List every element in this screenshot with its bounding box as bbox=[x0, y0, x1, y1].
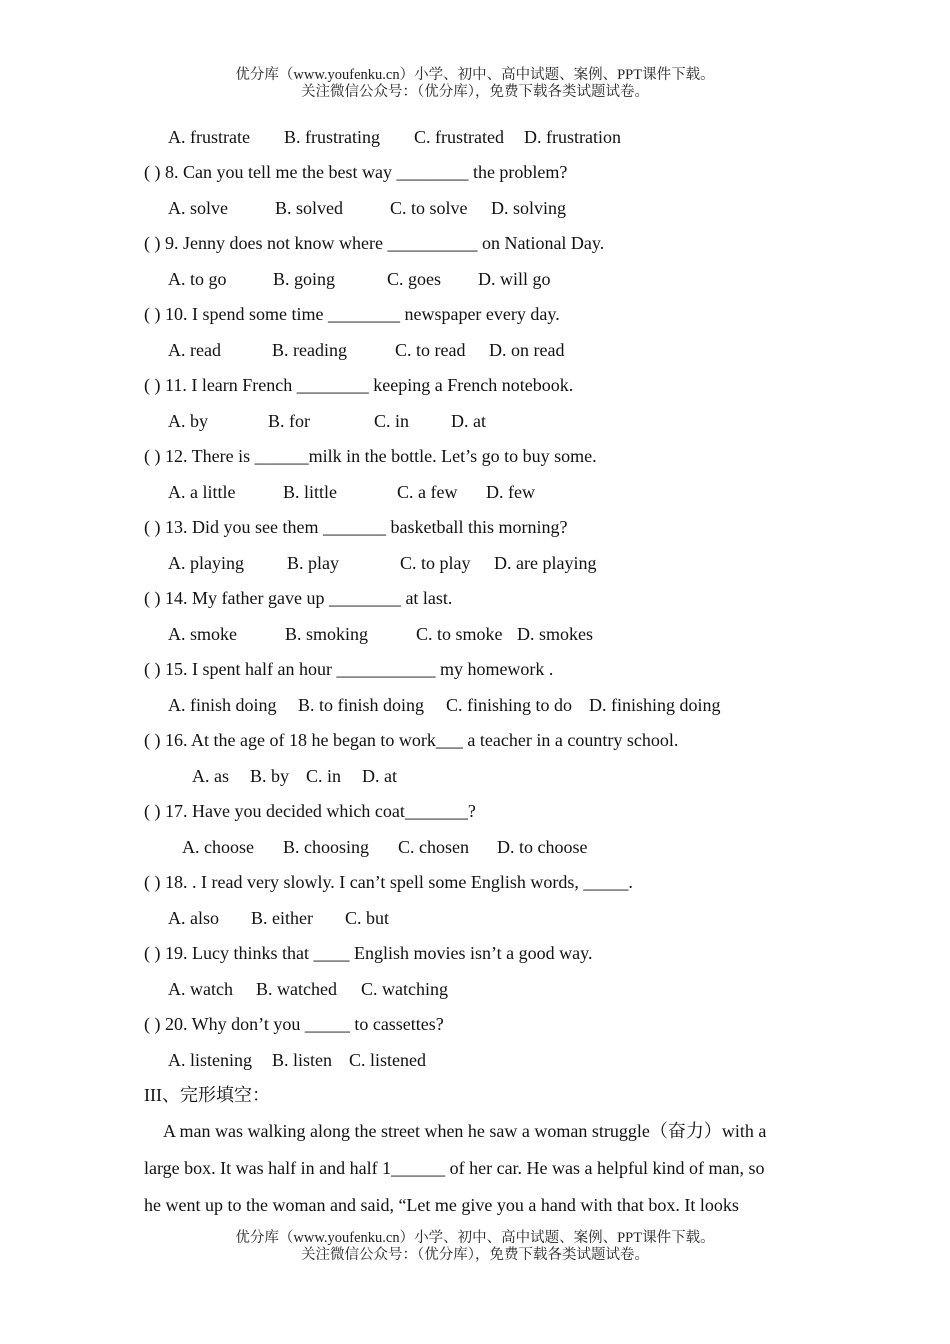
q8-option-d: D. solving bbox=[491, 198, 567, 218]
q7-option-b: B. frustrating bbox=[284, 127, 380, 147]
header-line-1: 优分库（www.youfenku.cn）小学、初中、高中试题、案例、PPT课件下载。 bbox=[235, 67, 715, 83]
q7-option-a: A. frustrate bbox=[168, 127, 250, 147]
page-header bbox=[0, 67, 950, 101]
q10-stem: ( ) 10. I spend some time ________ newspaper every day. bbox=[144, 304, 560, 324]
q17-option-d: D. to choose bbox=[497, 837, 588, 857]
q8-option-b: B. solved bbox=[275, 198, 344, 218]
q19-option-a: A. watch bbox=[168, 979, 233, 999]
q12-option-a: A. a little bbox=[168, 482, 236, 502]
q20-stem: ( ) 20. Why don’t you _____ to cassettes? bbox=[144, 1014, 444, 1034]
q8-option-a: A. solve bbox=[168, 198, 228, 218]
q17-option-c: C. chosen bbox=[398, 837, 469, 857]
q20-option-a: A. listening bbox=[168, 1050, 252, 1070]
q13-option-c: C. to play bbox=[400, 553, 471, 573]
q18-option-a: A. also bbox=[168, 908, 219, 928]
q12-stem: ( ) 12. There is ______milk in the bottle. Let’s go to buy some. bbox=[144, 446, 597, 466]
q14-option-c: C. to smoke bbox=[416, 624, 503, 644]
q18-option-b: B. either bbox=[251, 908, 313, 928]
q19-stem: ( ) 19. Lucy thinks that ____ English movies isn’t a good way. bbox=[144, 943, 593, 963]
q14-option-b: B. smoking bbox=[285, 624, 369, 644]
q7-option-d: D. frustration bbox=[524, 127, 621, 147]
q9-option-c: C. goes bbox=[387, 269, 441, 289]
q16-option-c: C. in bbox=[306, 766, 342, 786]
q11-option-d: D. at bbox=[451, 411, 486, 431]
q9-option-d: D. will go bbox=[478, 269, 551, 289]
passage-line-1: A man was walking along the street when he saw a woman struggle（奋力）with a bbox=[163, 1121, 767, 1141]
q20-option-b: B. listen bbox=[272, 1050, 333, 1070]
q10-option-a: A. read bbox=[168, 340, 221, 360]
q17-option-a: A. choose bbox=[182, 837, 254, 857]
q10-option-b: B. reading bbox=[272, 340, 347, 360]
passage-line-3: he went up to the woman and said, “Let me give you a hand with that box. It looks bbox=[144, 1195, 739, 1215]
q16-option-d: D. at bbox=[362, 766, 397, 786]
q8-stem: ( ) 8. Can you tell me the best way ________ the problem? bbox=[144, 162, 568, 182]
q14-option-a: A. smoke bbox=[168, 624, 237, 644]
q13-option-b: B. play bbox=[287, 553, 339, 573]
q17-stem: ( ) 17. Have you decided which coat_______? bbox=[144, 801, 476, 821]
q9-option-a: A. to go bbox=[168, 269, 227, 289]
q15-stem: ( ) 15. I spent half an hour ___________ my homework . bbox=[144, 659, 554, 679]
q9-option-b: B. going bbox=[273, 269, 336, 289]
q11-option-b: B. for bbox=[268, 411, 310, 431]
q11-option-a: A. by bbox=[168, 411, 208, 431]
q16-option-a: A. as bbox=[192, 766, 229, 786]
q16-option-b: B. by bbox=[250, 766, 290, 786]
q13-stem: ( ) 13. Did you see them _______ basketball this morning? bbox=[144, 517, 568, 537]
q19-option-c: C. watching bbox=[361, 979, 448, 999]
q20-option-c: C. listened bbox=[349, 1050, 426, 1070]
q10-option-c: C. to read bbox=[395, 340, 466, 360]
q15-option-d: D. finishing doing bbox=[589, 695, 721, 715]
q7-option-c: C. frustrated bbox=[414, 127, 504, 147]
q13-option-a: A. playing bbox=[168, 553, 244, 573]
header-line-2: 关注微信公众号：（优分库），免费下载各类试题试卷。 bbox=[301, 84, 649, 100]
q15-option-c: C. finishing to do bbox=[446, 695, 573, 715]
section-title: III、完形填空： bbox=[144, 1085, 270, 1105]
q10-option-d: D. on read bbox=[489, 340, 565, 360]
passage-line-2: large box. It was half in and half 1______ of her car. He was a helpful kind of man, so bbox=[144, 1158, 765, 1178]
q16-stem: ( ) 16. At the age of 18 he began to work___ a teacher in a country school. bbox=[144, 730, 679, 750]
q15-option-b: B. to finish doing bbox=[298, 695, 425, 715]
q8-option-c: C. to solve bbox=[390, 198, 468, 218]
q19-option-b: B. watched bbox=[256, 979, 337, 999]
q15-option-a: A. finish doing bbox=[168, 695, 277, 715]
q12-option-d: D. few bbox=[486, 482, 535, 502]
q12-option-c: C. a few bbox=[397, 482, 458, 502]
q11-option-c: C. in bbox=[374, 411, 410, 431]
footer-line-2: 关注微信公众号：（优分库），免费下载各类试题试卷。 bbox=[301, 1247, 649, 1263]
page-footer bbox=[0, 1230, 950, 1264]
q9-stem: ( ) 9. Jenny does not know where __________ on National Day. bbox=[144, 233, 605, 253]
q14-option-d: D. smokes bbox=[517, 624, 593, 644]
q11-stem: ( ) 11. I learn French ________ keeping a French notebook. bbox=[144, 375, 574, 395]
q12-option-b: B. little bbox=[283, 482, 337, 502]
q18-option-c: C. but bbox=[345, 908, 390, 928]
footer-line-1: 优分库（www.youfenku.cn）小学、初中、高中试题、案例、PPT课件下载。 bbox=[235, 1230, 715, 1246]
q13-option-d: D. are playing bbox=[494, 553, 597, 573]
q18-stem: ( ) 18. . I read very slowly. I can’t spell some English words, _____. bbox=[144, 872, 633, 892]
q17-option-b: B. choosing bbox=[283, 837, 370, 857]
q14-stem: ( ) 14. My father gave up ________ at last. bbox=[144, 588, 453, 608]
